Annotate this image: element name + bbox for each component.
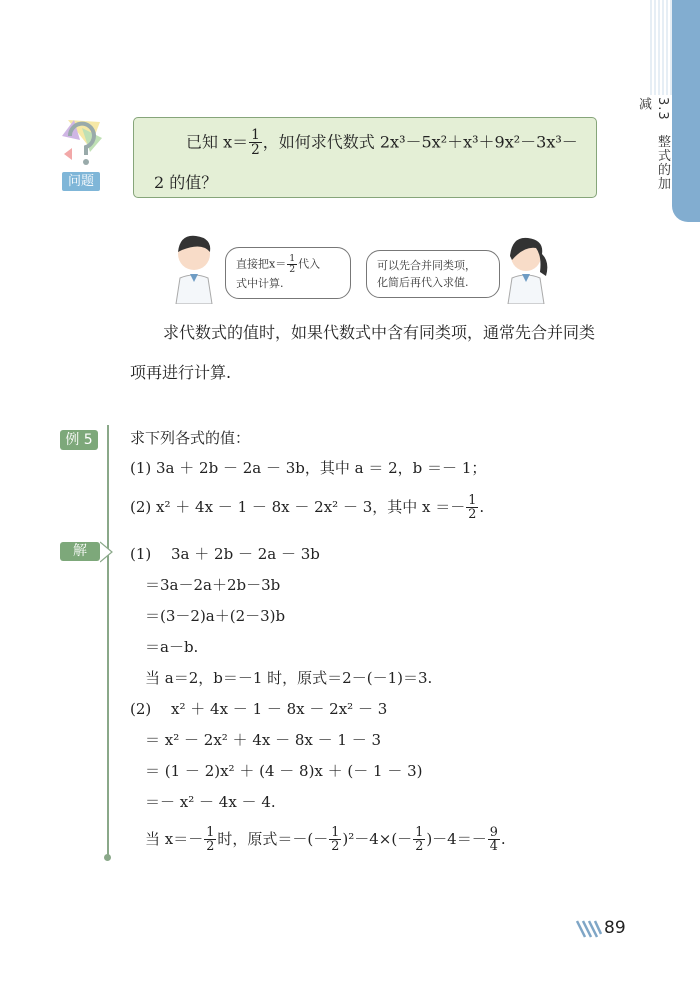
boy-illustration [172, 232, 216, 304]
girl-speech-bubble: 可以先合并同类项， 化简后再代入求值. [366, 250, 500, 298]
solution-badge: 解 [60, 542, 100, 561]
boy-speech-bubble: 直接把x＝ $\frac{1}{2}$ 代入 式中计算. [225, 247, 351, 299]
tab-stripes [650, 0, 672, 95]
rule-end-dot [104, 854, 111, 861]
page-stripes-icon [576, 920, 602, 938]
question-mark-icon [60, 118, 104, 168]
problem-badge: 问题 [62, 172, 100, 191]
problem-box: 已知 x＝ $\frac{1}{2}$ ，如何求代数式 2x³－5x²＋x³＋9x²－3x³－ 2 的值？ [133, 117, 597, 198]
solution-rule [107, 425, 109, 857]
girl-illustration [506, 232, 550, 304]
section-label: 3.3 整式的加减 [636, 97, 670, 191]
example-item-1: (1) 3a ＋ 2b － 2a － 3b，其中 a ＝ 2，b ＝－ 1； [130, 459, 487, 477]
arrow-pointer-icon [100, 541, 114, 563]
summary-line-1: 求代数式的值时，如果代数式中含有同类项，通常先合并同类 [163, 323, 596, 342]
final-answer: 当 x＝－ $\frac{1}{2}$ 时，原式＝－(－ $\frac{1}{2}$ )²－4×(－ $\frac{1}{2}$ )－4＝－ $\frac{9}{4}$ . [145, 825, 506, 855]
textbook-page: 3.3 整式的加减 问题 已知 x＝ $\frac{1}{2}$ ，如何求代数式 2x³－5x²＋x³＋9x²－3x³－ 2 的值？ 直接把x＝ $\frac{1}{2}$ 代入 式中计算. 可以先合并同类项， 化简后再代入求值. 求代数式的值时，如果代数式中含有同类项，通常先合并同类 项再进行计算. 例 5 求下列各式的值： (1) 3a ＋ 2b － 2a － 3b，其中 a ＝ 2，b ＝－ 1； (2) x² ＋ 4x － 1 － 8x － 2x² － 3，其中 x ＝－ $\frac{1}{2}$ . 解 (1) 3a ＋ 2b － 2a － 3b ＝3a－2a＋2b－3b ＝(3－2)a＋(2－3)b ＝a－b. 当 a＝2，b＝－1 时，原式＝2－(－1)＝3. (2) x² ＋ 4x － 1 － 8x － 2x² － 3 ＝ x² － 2x² ＋ 4x － 8x － 1 － 3 ＝ (1 － 2)x² ＋ (4 － 8)x ＋ (－ 1 － 3) ＝－ x² － 4x － 4. 当 x＝－ $\frac{1}{2}$ 时，原式＝－(－ $\frac{1}{2}$ )²－4×(－ $\frac{1}{2}$ )－4＝－ $\frac{9}{4}$ . 89 [0, 0, 700, 983]
fraction: $\frac{1}{2}$ [251, 127, 260, 159]
example-badge: 例 5 [60, 430, 98, 450]
summary-line-2: 项再进行计算. [130, 363, 232, 382]
example-item-2: (2) x² ＋ 4x － 1 － 8x － 2x² － 3，其中 x ＝－ $\frac{1}{2}$ . [130, 493, 485, 523]
page-number: 89 [604, 918, 626, 938]
chapter-tab [672, 0, 700, 222]
